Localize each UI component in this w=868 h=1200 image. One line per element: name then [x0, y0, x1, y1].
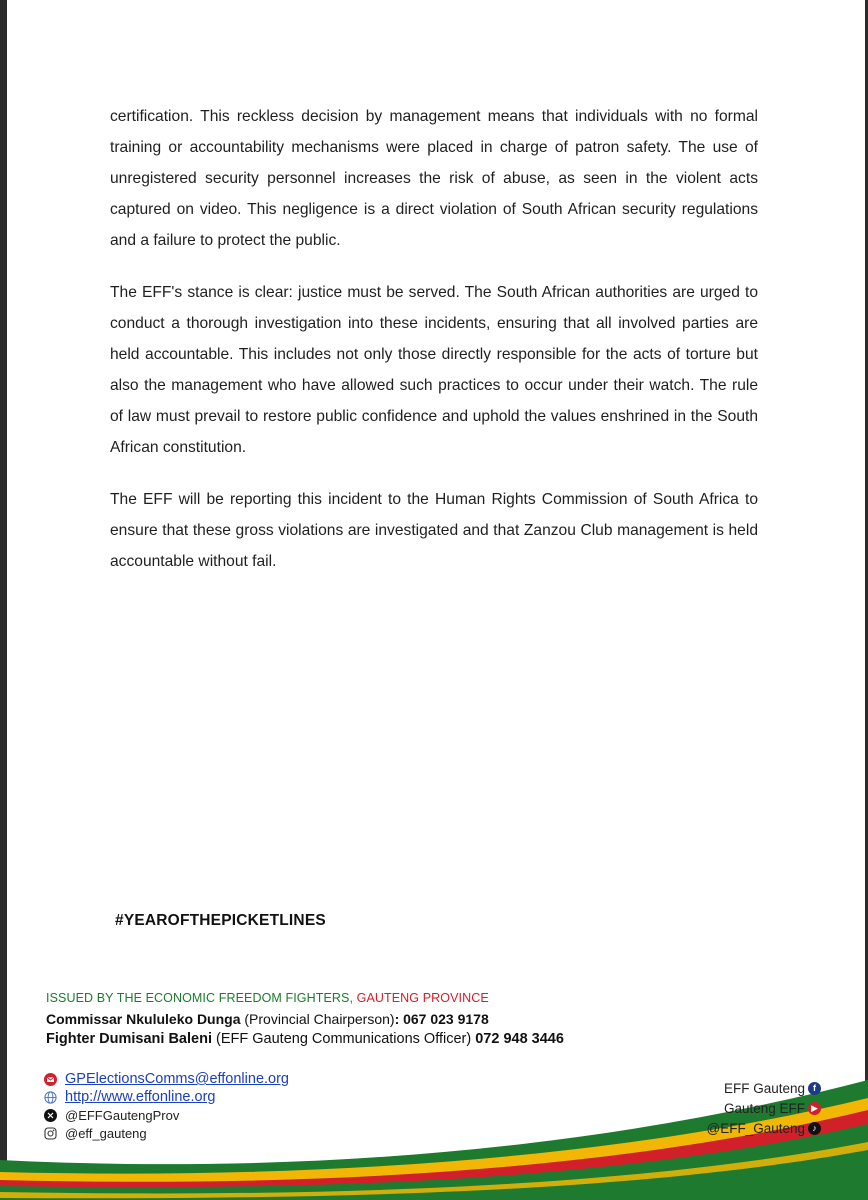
issued-by-line: [46, 991, 489, 1005]
tiktok-icon: ♪: [808, 1122, 821, 1135]
officer-phone: 072 948 3446: [475, 1031, 564, 1047]
officer-role: (EFF Gauteng Communications Officer): [216, 1031, 472, 1047]
tiktok-handle[interactable]: @EFF_Gauteng: [706, 1120, 805, 1136]
tiktok-row: [706, 1118, 821, 1138]
instagram-handle[interactable]: @eff_gauteng: [65, 1125, 147, 1141]
instagram-icon: [44, 1127, 57, 1140]
chairperson-line: [46, 1011, 489, 1027]
paragraph-1: certification. This reckless decision by management means that individuals with no formal training or accountability mechanisms were placed in charge of patron safety. The use of unregistered security personnel increases the risk of abuse, as seen in the violent acts captured on video. This negligence is a direct violation of South African security regulations and a failure to protect the public.: [110, 108, 758, 249]
contact-list: [44, 1070, 289, 1142]
youtube-handle[interactable]: Gauteng EFF: [723, 1100, 805, 1116]
contact-instagram-row: [44, 1124, 289, 1142]
hashtag: #YEAROFTHEPICKETLINES: [115, 912, 326, 929]
chairperson-phone: : 067 023 9178: [394, 1011, 489, 1027]
email-icon: [44, 1073, 57, 1086]
email-link[interactable]: GPElectionsComms@effonline.org: [65, 1071, 289, 1087]
contact-email-row: [44, 1070, 289, 1088]
facebook-handle[interactable]: EFF Gauteng: [723, 1080, 805, 1096]
social-handles: [706, 1078, 821, 1138]
youtube-row: [706, 1098, 821, 1118]
paragraph-3: The EFF will be reporting this incident to the Human Rights Commission of South Africa to ensure that these gross violations are investigated and that Zanzou Club management is held accountable without fail.: [110, 491, 758, 570]
facebook-icon: f: [808, 1082, 821, 1095]
province-text: GAUTENG PROVINCE: [356, 991, 489, 1005]
facebook-row: [706, 1078, 821, 1098]
x-handle[interactable]: @EFFGautengProv: [65, 1107, 180, 1123]
youtube-icon: ▶: [808, 1102, 821, 1115]
chairperson-name: Commissar Nkululeko Dunga: [46, 1011, 241, 1027]
website-link[interactable]: http://www.effonline.org: [65, 1089, 216, 1105]
statement-body: [110, 101, 758, 598]
contact-website-row: [44, 1088, 289, 1106]
officer-name: Fighter Dumisani Baleni: [46, 1031, 212, 1047]
contact-x-row: [44, 1106, 289, 1124]
issued-by-text: ISSUED BY THE ECONOMIC FREEDOM FIGHTERS,: [46, 991, 354, 1005]
x-logo-icon: [44, 1109, 57, 1122]
globe-icon: [44, 1091, 57, 1104]
officer-line: [46, 1031, 564, 1047]
paragraph-2: The EFF's stance is clear: justice must be served. The South African authorities are urged to conduct a thorough investigation into these incidents, ensuring that all involved parties are held accountable. This includes not only those directly responsible for the acts of torture but also the management who have allowed such practices to occur under their watch. The rule of law must prevail to restore public confidence and uphold the values enshrined in the South African constitution.: [110, 284, 758, 456]
page-border-left: [0, 0, 7, 1200]
chairperson-role: (Provincial Chairperson): [244, 1011, 395, 1027]
